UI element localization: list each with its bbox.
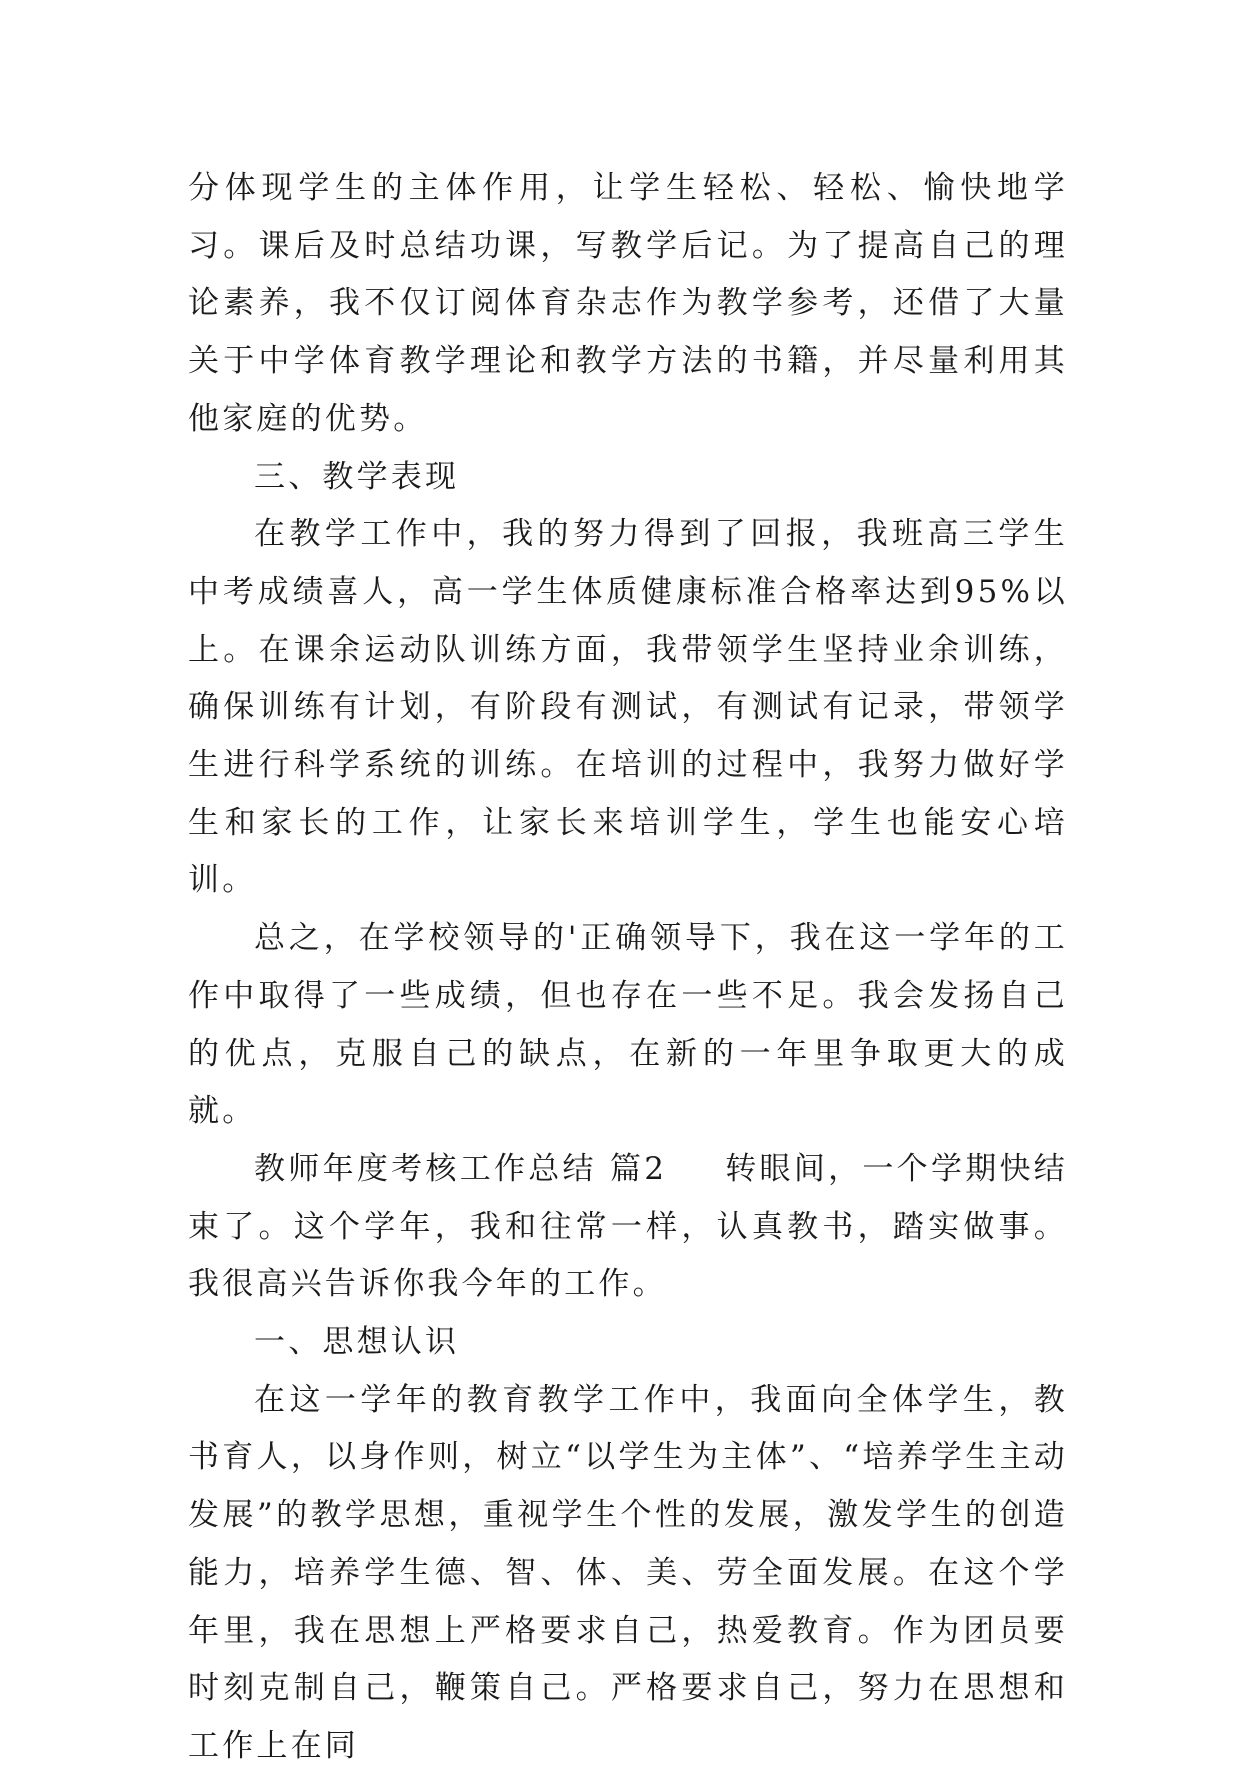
paragraph-summary: 总之，在学校领导的'正确领导下，我在这一学年的工作中取得了一些成绩，但也存在一些不足。我会发扬自己的优点，克服自己的缺点，在新的一年里争取更大的成就。 — [188, 920, 1068, 1130]
article-2-intro-text: 转眼间，一个学期快结束了。这个学年，我和往常一样，认真教书，踏实做事。我很高兴告诉你我今年的工作。 — [188, 1150, 1068, 1303]
section-heading-teaching-performance: 三、教学表现 — [254, 458, 460, 495]
article-2-title: 教师年度考核工作总结 篇2 — [254, 1150, 668, 1187]
paragraph-teaching-results: 在教学工作中，我的努力得到了回报，我班高三学生中考成绩喜人，高一学生体质健康标准合格率达到95%以上。在课余运动队训练方面，我带领学生坚持业余训练，确保训练有计划，有阶段有测试，有测试有记录，带领学生进行科学系统的训练。在培训的过程中，我努力做好学生和家长的工作，让家长来培训学生，学生也能安心培训。 — [188, 516, 1068, 899]
paragraph-article-2-intro — [188, 1141, 1068, 1314]
document-body — [188, 160, 1068, 1776]
paragraph-ideological-understanding: 在这一学年的教育教学工作中，我面向全体学生，教书育人，以身作则，树立“以学生为主体”、“培养学生主动发展”的教学思想，重视学生个性的发展，激发学生的创造能力，培养学生德、智、体、美、劳全面发展。在这个学年里，我在思想上严格要求自己，热爱教育。作为团员要时刻克制自己，鞭策自己。严格要求自己，努力在思想和工作上在同 — [188, 1381, 1068, 1764]
section-heading-ideological-understanding: 一、思想认识 — [254, 1324, 460, 1361]
paragraph-teaching-methods-continued: 分体现学生的主体作用，让学生轻松、轻松、愉快地学习。课后及时总结功课，写教学后记。为了提高自己的理论素养，我不仅订阅体育杂志作为教学参考，还借了大量关于中学体育教学理论和教学方法的书籍，并尽量利用其他家庭的优势。 — [188, 170, 1068, 437]
